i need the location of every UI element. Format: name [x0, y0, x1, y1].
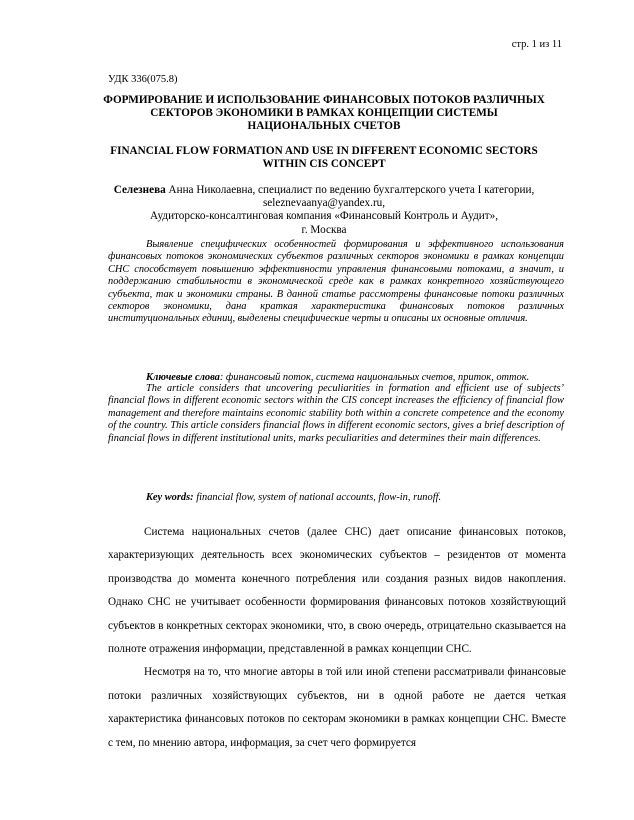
author-line	[100, 184, 548, 197]
body-text	[108, 521, 566, 755]
page-number: стр. 1 из 11	[511, 39, 562, 50]
paragraph: Несмотря на то, что многие авторы в той или иной степени рассматривали финансовые потоки различных хозяйствующих субъектов, ни в одной работе не дается четкая характеристика финансовых потоков по секторам экономики в рамках концепции СНС. Вместе с тем, по мнению автора, информация, за счет чего формируется	[108, 666, 566, 749]
keywords-label-en: Key words:	[146, 492, 194, 503]
title-english: FINANCIAL FLOW FORMATION AND USE IN DIFFERENT ECONOMIC SECTORS WITHIN CIS CONCEPT	[110, 145, 538, 170]
title-russian: ФОРМИРОВАНИЕ И ИСПОЛЬЗОВАНИЕ ФИНАНСОВЫХ ПОТОКОВ РАЗЛИЧНЫХ СЕКТОРОВ ЭКОНОМИКИ В РАМКАХ КОНЦЕПЦИИ СИСТЕМЫ НАЦИОНАЛЬНЫХ СЧЕТОВ	[103, 94, 545, 132]
paragraph: Система национальных счетов (далее СНС) дает описание финансовых потоков, характеризующих деятельность всех экономических субъектов – резидентов от момента производства до момента конечного потребления или создания разных видов накопления. Однако СНС не учитывает особенности формирования финансовых потоков хозяйствующий субъектов в конкретных секторах экономики, что, в свою очередь, отрицательно сказывается на полноте отражения информации, представленной в рамках концепции СНС.	[108, 526, 566, 656]
abstract-russian: Выявление специфических особенностей формирования и эффективного использования финансовых потоков экономических субъектов различных секторов экономики в рамках концепции СНС способствует повышению эффективности управления финансовыми потоками, а значит, и поддержанию стабильности в экономической среде как в рамках конкретного хозяйствующего субъекта, так и экономики страны. В данной статье рассмотрены финансовые потоки различных секторов экономики, дана краткая характеристика финансовых потоков различных институциональных единиц, выделены специфические черты и описаны их основные отличия.	[108, 239, 564, 325]
author-surname: Селезнева	[113, 184, 166, 196]
abstract-english: The article considers that uncovering peculiarities in formation and efficient use of subjects’ financial flows in different economic sectors within the CIS concept increases the efficiency of financial flow management and therefore maintains economic stability both within a concrete competence and the economy of the country. This article considers financial flows in different economic sectors, gives a brief description of financial flows in different institutional units, marks peculiarities and determines their main differences.	[108, 383, 564, 444]
author-city: г. Москва	[301, 223, 347, 236]
keywords-label-ru: Ключевые слова	[146, 372, 220, 383]
author-details: Анна Николаевна, специалист по ведению бухгалтерского учета I категории,	[168, 184, 535, 196]
keywords-text-en: financial flow, system of national accounts, flow-in, runoff.	[193, 492, 442, 503]
author-email: seleznevaanya@yandex.ru,	[262, 197, 386, 210]
author-block	[100, 184, 548, 237]
keywords-text-ru: : финансовый поток, система национальных счетов, приток, отток.	[219, 372, 530, 383]
udc-code: УДК 336(075.8)	[108, 74, 178, 85]
keywords-english	[108, 492, 564, 504]
author-company: Аудиторско-консалтинговая компания «Финансовый Контроль и Аудит»,	[149, 210, 499, 223]
